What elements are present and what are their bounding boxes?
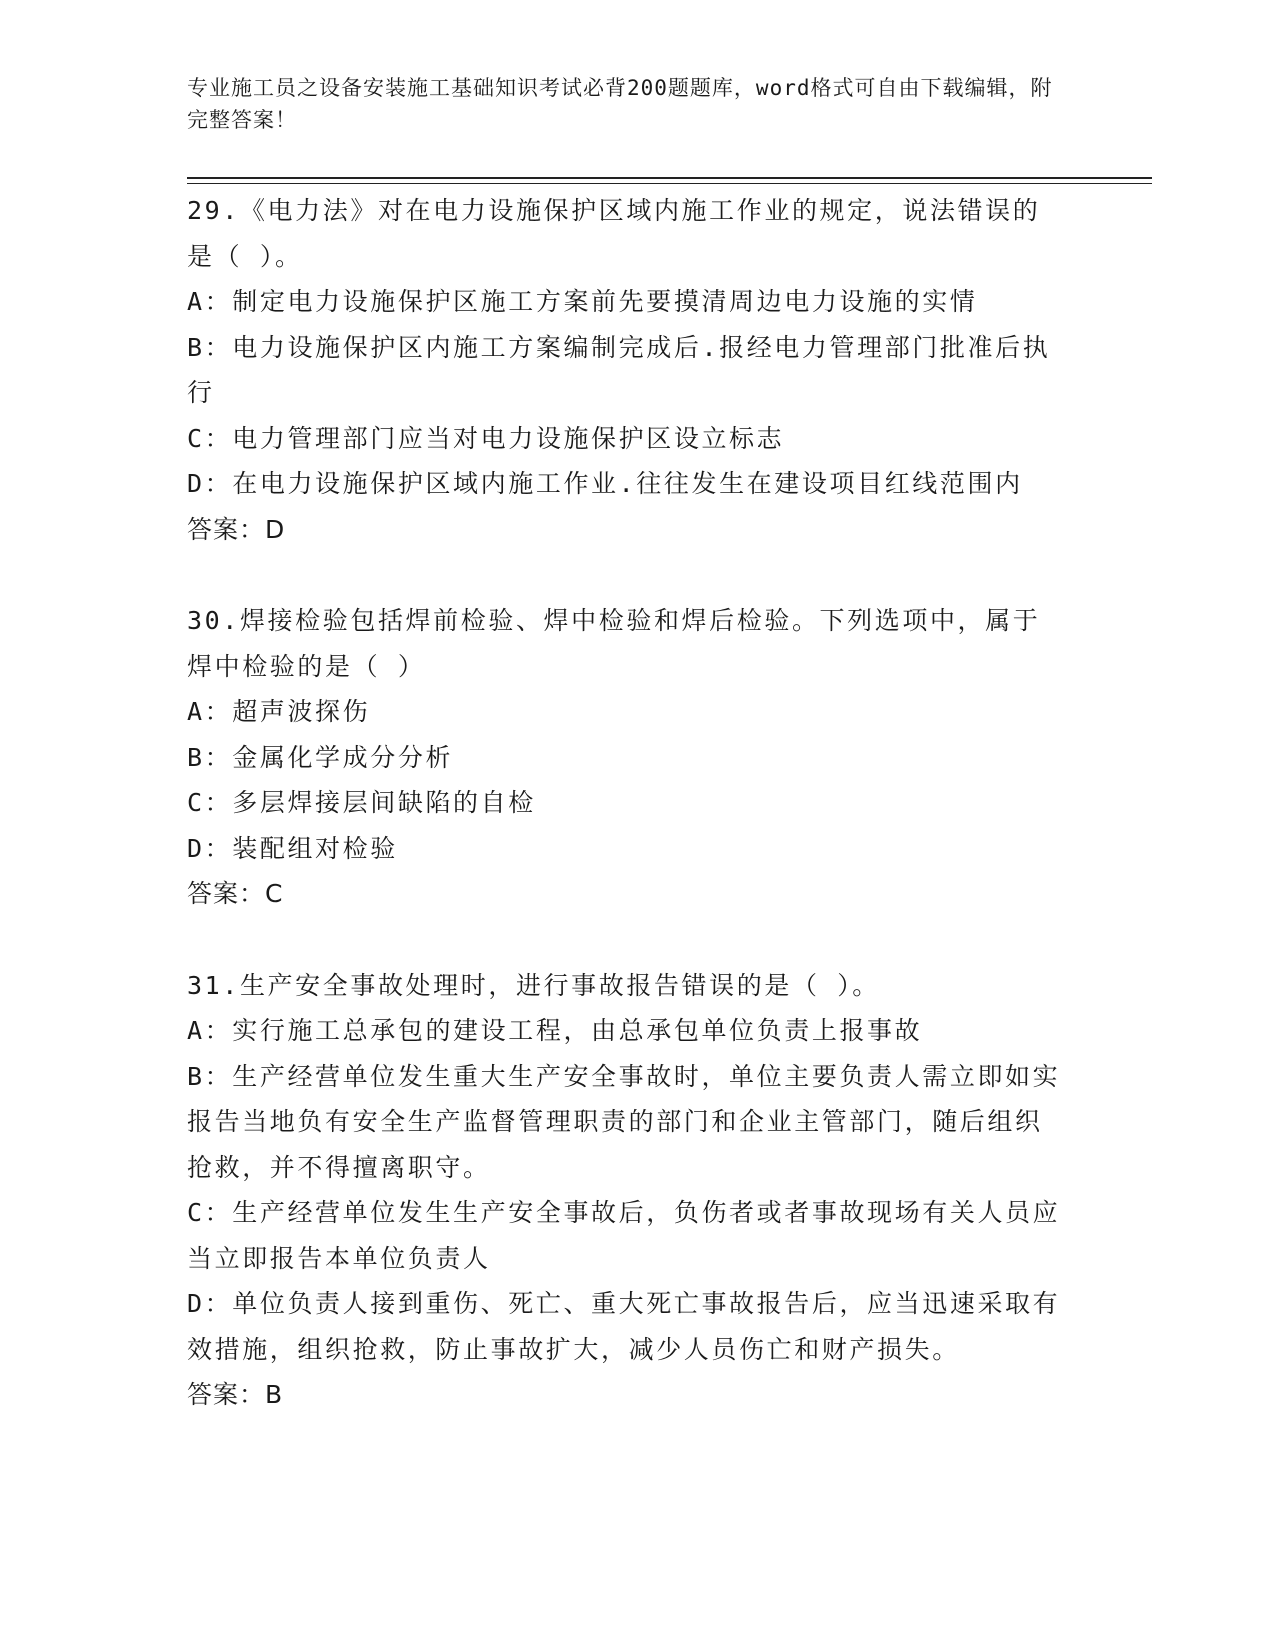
option-a: A：制定电力设施保护区施工方案前先要摸清周边电力设施的实情 (187, 287, 978, 316)
page-header: 专业施工员之设备安装施工基础知识考试必背200题题库，word格式可自由下载编辑，附完整答案！ (187, 76, 1053, 132)
option-c: C：多层焊接层间缺陷的自检 (187, 788, 536, 817)
option-d: D：单位负责人接到重伤、死亡、重大死亡事故报告后，应当迅速采取有效措施，组织抢救，防止事故扩大，减少人员伤亡和财产损失。 (187, 1289, 1061, 1364)
option-d: D：在电力设施保护区域内施工作业.往往发生在建设项目红线范围内 (187, 469, 1023, 498)
question-spacer (187, 917, 1067, 963)
header-divider-thin (187, 183, 1152, 184)
answer: 答案：B (187, 1380, 284, 1409)
option-c: C：电力管理部门应当对电力设施保护区设立标志 (187, 423, 785, 453)
option-d: D：装配组对检验 (187, 833, 398, 863)
option-b: B：金属化学成分分析 (187, 742, 454, 772)
answer: 答案：C (187, 879, 284, 908)
question-list (187, 188, 1067, 1418)
question-29 (187, 188, 1067, 552)
question-31 (187, 963, 1067, 1418)
question-30 (187, 598, 1067, 917)
question-stem: 31.生产安全事故处理时，进行事故报告错误的是（ ）。 (187, 970, 880, 1000)
option-a: A：实行施工总承包的建设工程，由总承包单位负责上报事故 (187, 1016, 923, 1045)
question-spacer (187, 552, 1067, 598)
header-divider (187, 177, 1152, 179)
option-c: C：生产经营单位发生生产安全事故后，负伤者或者事故现场有关人员应当立即报告本单位负责人 (187, 1198, 1061, 1273)
option-b: B：电力设施保护区内施工方案编制完成后.报经电力管理部门批准后执行 (187, 332, 1051, 407)
question-stem: 30.焊接检验包括焊前检验、焊中检验和焊后检验。下列选项中，属于焊中检验的是（ ） (187, 606, 1041, 681)
option-a: A：超声波探伤 (187, 697, 371, 726)
question-stem: 29.《电力法》对在电力设施保护区域内施工作业的规定，说法错误的是（ ）。 (187, 196, 1041, 271)
option-b: B：生产经营单位发生重大生产安全事故时，单位主要负责人需立即如实报告当地负有安全生产监督管理职责的部门和企业主管部门，随后组织抢救，并不得擅离职守。 (187, 1061, 1061, 1182)
answer: 答案：D (187, 514, 286, 544)
